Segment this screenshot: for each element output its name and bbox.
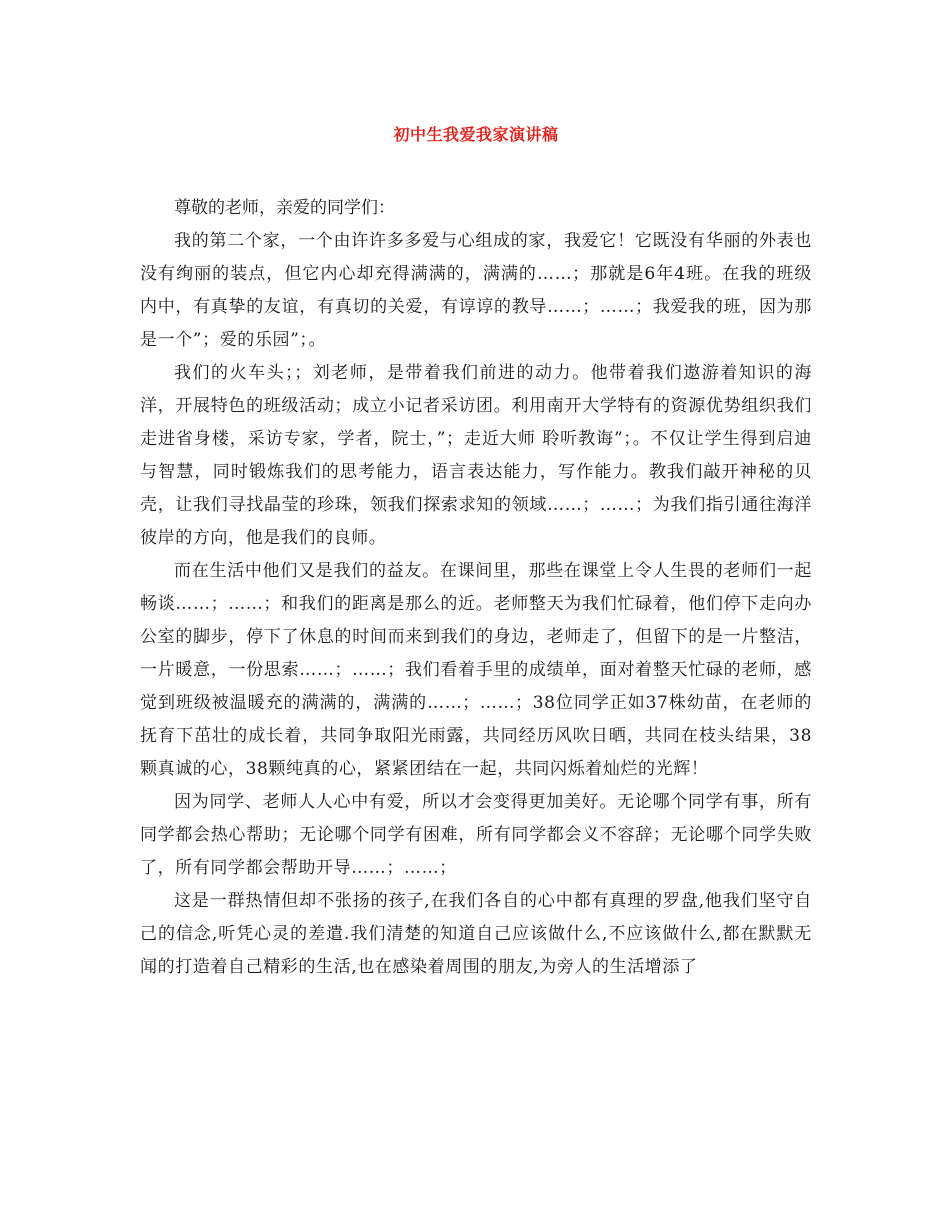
document-title: 初中生我爱我家演讲稿 bbox=[393, 125, 559, 144]
salutation: 尊敬的老师，亲爱的同学们： bbox=[174, 198, 395, 218]
paragraph-2: 我们的火车头；；刘老师，是带着我们前进的动力。他带着我们遨游着知识的海洋，开展特色的班级活动；成立小记者采访团。利用南开大学特有的资源优势组织我们走进省身楼，采访专家，学者，院士，”；走近大师 聆听教诲”；。不仅让学生得到启迪与智慧，同时锻炼我们的思考能力，语言表达能力，写作能力。教我们敲开神秘的贝壳，让我们寻找晶莹的珍珠，领我们探索求知的领域……；……；为我们指引通往海洋彼岸的方向，他是我们的良师。 bbox=[140, 363, 812, 548]
paragraph-5: 这是一群热情但却不张扬的孩子,在我们各自的心中都有真理的罗盘,他我们坚守自己的信念,听凭心灵的差遣.我们清楚的知道自己应该做什么,不应该做什么,都在默默无闻的打造着自己精彩的生活,也在感染着周围的朋友,为旁人的生活增添了 bbox=[140, 891, 812, 977]
paragraph-3: 而在生活中他们又是我们的益友。在课间里，那些在课堂上令人生畏的老师们一起畅谈……；……；和我们的距离是那么的近。老师整天为我们忙碌着，他们停下走向办公室的脚步，停下了休息的时间而来到我们的身边，老师走了，但留下的是一片整洁，一片暖意，一份思索……；……；我们看着手里的成绩单，面对着整天忙碌的老师，感觉到班级被温暖充的满满的，满满的……；……；38位同学正如37株幼苗，在老师的抚育下茁壮的成长着，共同争取阳光雨露，共同经历风吹日晒，共同在枝头结果，38颗真诚的心，38颗纯真的心，紧紧团结在一起，共同闪烁着灿烂的光辉！ bbox=[140, 561, 812, 779]
document-page bbox=[140, 120, 812, 984]
paragraph-1: 我的第二个家，一个由许许多多爱与心组成的家，我爱它！它既没有华丽的外表也没有绚丽的装点，但它内心却充得满满的，满满的……；那就是6年4班。在我的班级内中，有真挚的友谊，有真切的关爱，有谆谆的教导……；……；我爱我的班，因为那是一个”；爱的乐园”；。 bbox=[140, 231, 812, 350]
paragraph-4: 因为同学、老师人人心中有爱，所以才会变得更加美好。无论哪个同学有事，所有同学都会热心帮助；无论哪个同学有困难，所有同学都会义不容辞；无论哪个同学失败了，所有同学都会帮助开导……；……； bbox=[140, 792, 812, 878]
